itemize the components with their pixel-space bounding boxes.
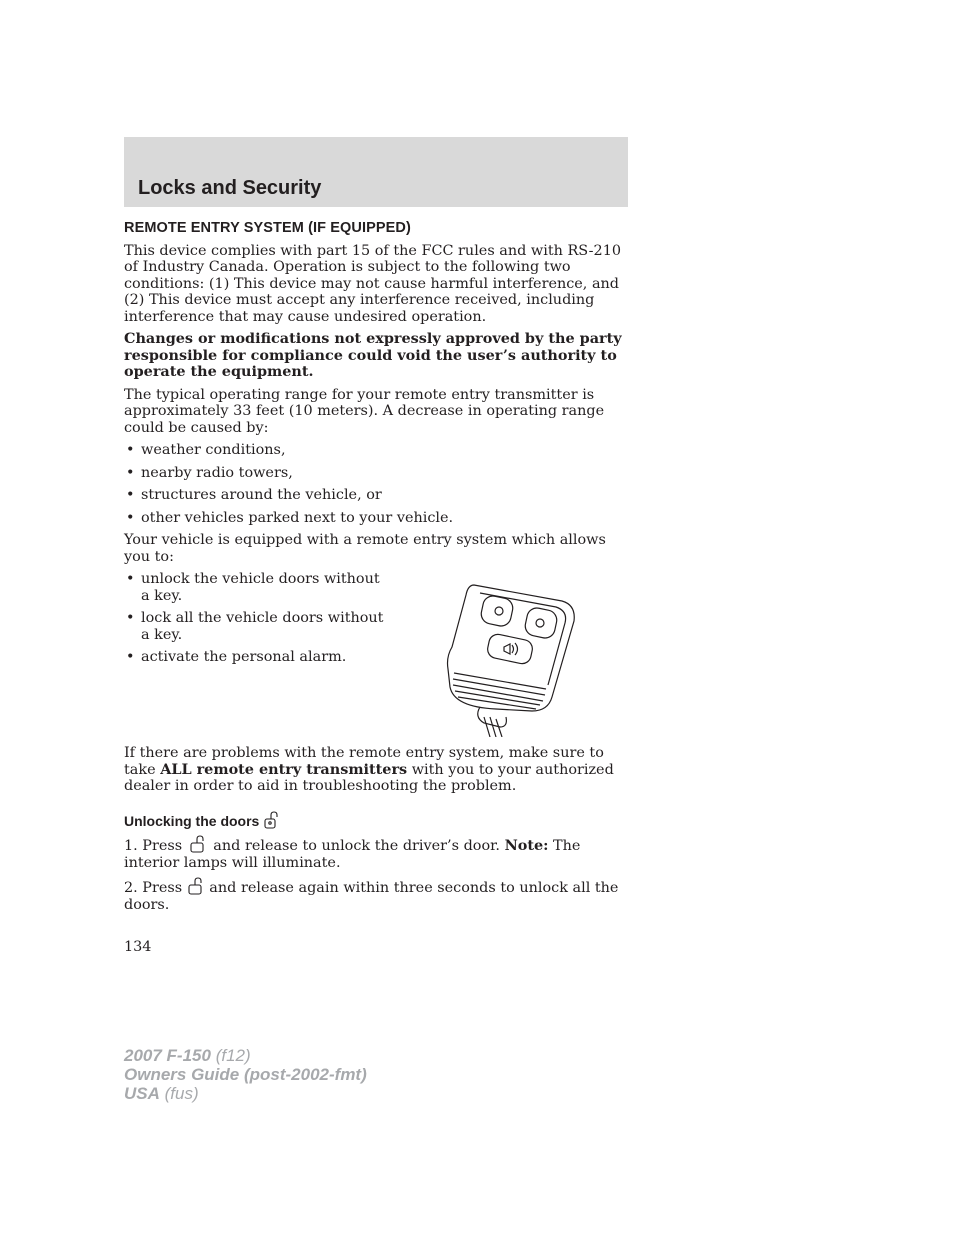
step2-text-end: and release again within three seconds to unlock all the doors.	[124, 880, 619, 913]
step1-text-mid: and release to unlock the driver’s door.	[208, 838, 505, 854]
list-item: • lock all the vehicle doors without a key.	[124, 610, 384, 643]
unlock-step-1	[124, 835, 630, 871]
list-item: • unlock the vehicle doors without a key.	[124, 571, 384, 604]
footer-model-line	[124, 1046, 367, 1065]
unlock-button-icon	[187, 877, 205, 895]
footer-market-code: (fus)	[164, 1084, 199, 1103]
list-item: • other vehicles parked next to your vehicle.	[124, 510, 630, 527]
step2-text: 2. Press	[124, 880, 187, 896]
step1-text-end: The interior lamps will illuminate.	[124, 838, 581, 871]
unlocking-heading	[124, 811, 630, 830]
footer-guide: Owners Guide (post-2002-fmt)	[124, 1065, 367, 1084]
page-title: Locks and Security	[138, 177, 322, 199]
footer-model: 2007 F-150	[124, 1046, 211, 1065]
list-item: • activate the personal alarm.	[124, 649, 384, 666]
range-causes-list	[124, 442, 630, 526]
list-item: • structures around the vehicle, or	[124, 487, 630, 504]
features-list	[124, 571, 384, 666]
footer-guide-line	[124, 1065, 367, 1084]
unlock-icon	[263, 811, 279, 829]
key-fob-illustration	[444, 577, 584, 737]
section-title: REMOTE ENTRY SYSTEM (IF EQUIPPED)	[124, 220, 411, 236]
footer-model-code: (f12)	[215, 1046, 251, 1065]
page-number: 134	[124, 939, 152, 955]
equipped-paragraph: Your vehicle is equipped with a remote entry system which allows you to:	[124, 532, 606, 565]
features-block	[124, 571, 630, 743]
header-band	[124, 137, 628, 207]
step1-text: 1. Press	[124, 838, 187, 854]
problems-bold-text: ALL remote entry transmitters	[160, 760, 408, 778]
problems-paragraph	[124, 745, 630, 795]
unlock-button-icon	[187, 835, 209, 853]
unlock-step-2	[124, 877, 630, 913]
range-paragraph: The typical operating range for your remote entry transmitter is approximately 33 feet (10 meters). A decrease in operating range could be caused by:	[124, 386, 605, 436]
main-content	[124, 220, 630, 956]
fcc-paragraph: This device complies with part 15 of the FCC rules and with RS-210 of Industry Canada. Operation is subject to the following two conditions: (1) This device may not cause harmful interference, and (2) This device must accept any interference received, including interference that may cause undesired operation.	[124, 242, 622, 325]
problems-text-end: with you to your authorized dealer in order to aid in troubleshooting the problem.	[124, 761, 614, 794]
list-item: • weather conditions,	[124, 442, 630, 459]
step1-note-label: Note:	[504, 837, 549, 854]
footer	[124, 1046, 367, 1103]
footer-market-line	[124, 1084, 367, 1103]
problems-text: If there are problems with the remote entry system, make sure to take	[124, 745, 604, 778]
list-item: • nearby radio towers,	[124, 465, 630, 482]
warning-paragraph: Changes or modifications not expressly approved by the party responsible for compliance could void the user’s authority to operate the equipment.	[124, 330, 622, 380]
unlocking-title: Unlocking the doors	[124, 812, 260, 829]
footer-market: USA	[124, 1084, 160, 1103]
